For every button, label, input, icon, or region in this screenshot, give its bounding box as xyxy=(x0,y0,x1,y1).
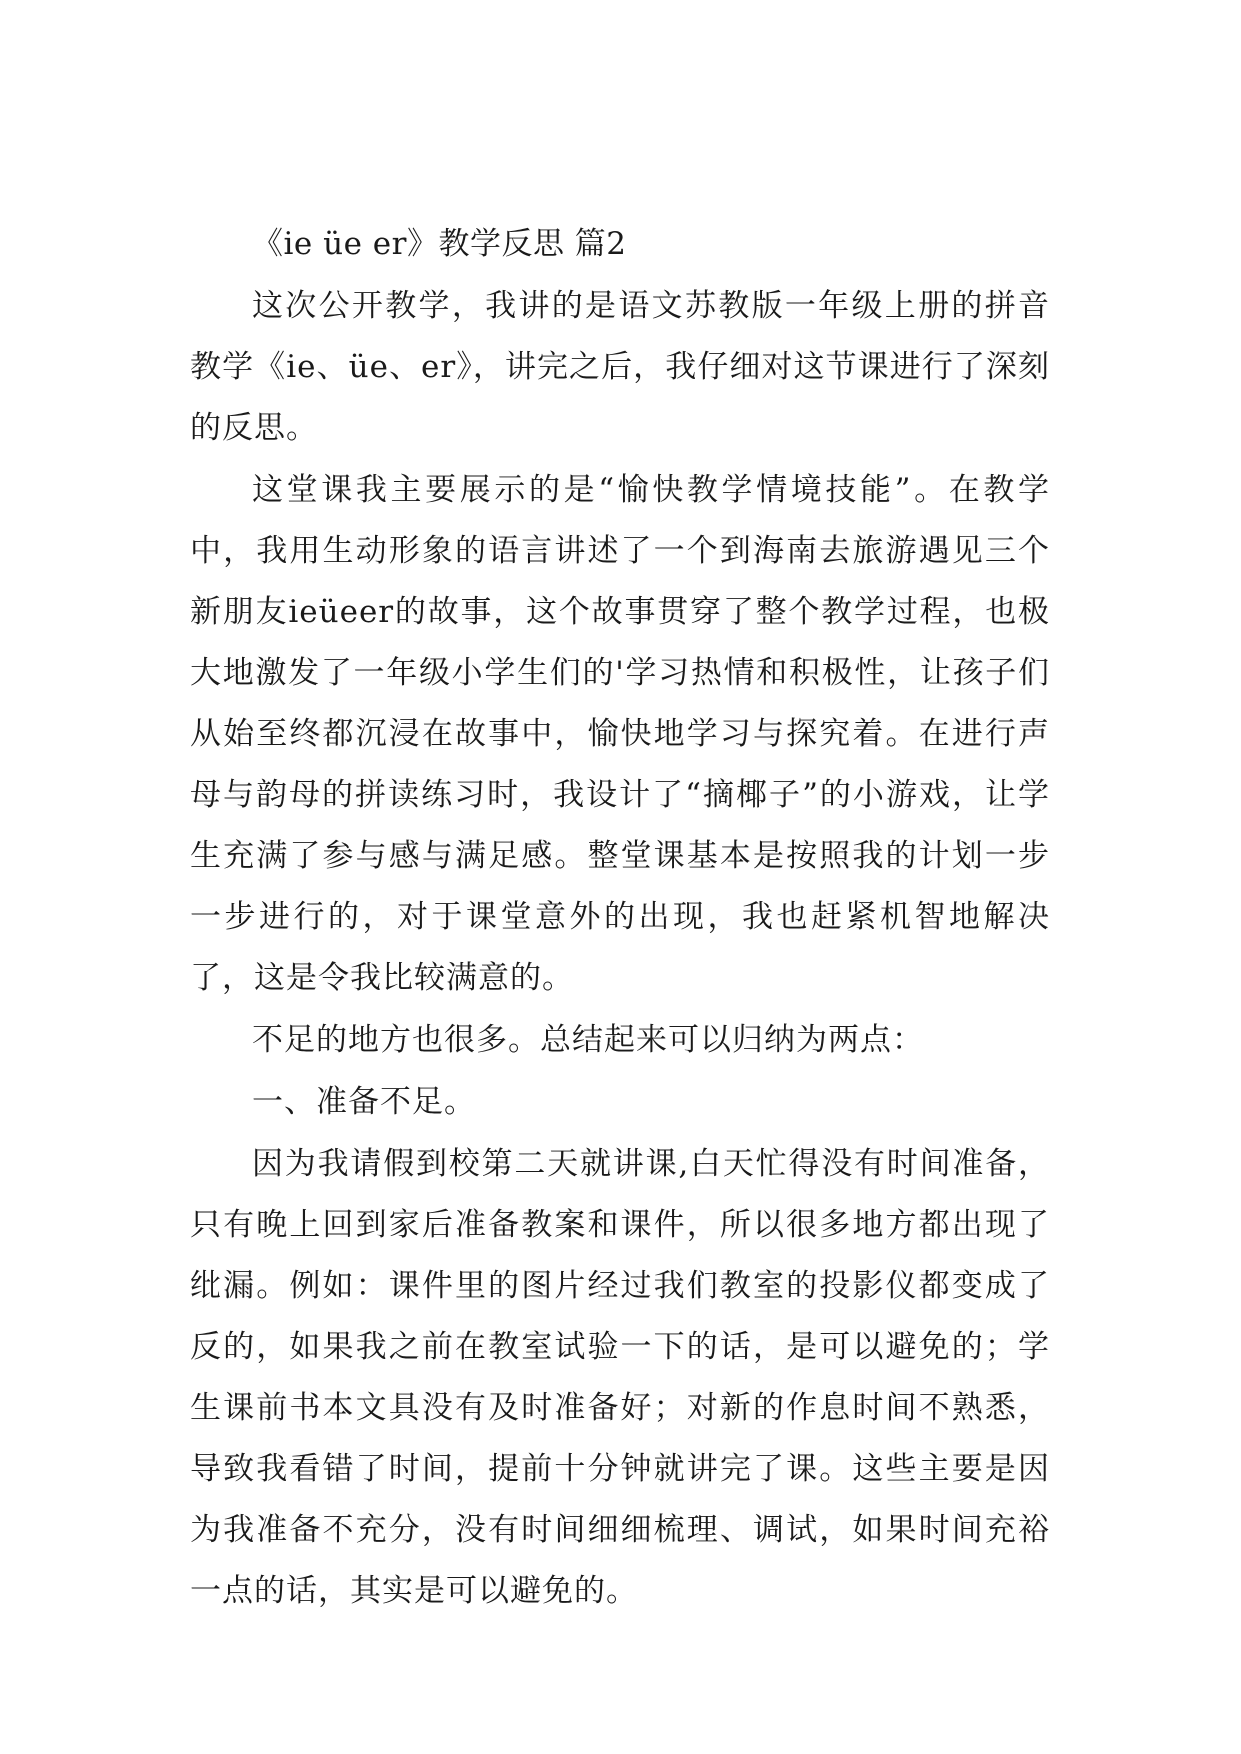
paragraph-strengths: 这堂课我主要展示的是“愉快教学情境技能”。在教学中，我用生动形象的语言讲述了一个到海南去旅游遇见三个新朋友ieüeer的故事，这个故事贯穿了整个教学过程，也极大地激发了一年级小学生们的'学习热情和积极性，让孩子们从始至终都沉浸在故事中，愉快地学习与探究着。在进行声母与韵母的拼读练习时，我设计了“摘椰子”的小游戏，让学生充满了参与感与满足感。整堂课基本是按照我的计划一步一步进行的，对于课堂意外的出现，我也赶紧机智地解决了，这是令我比较满意的。 xyxy=(190,472,1050,996)
paragraph-intro: 这次公开教学，我讲的是语文苏教版一年级上册的拼音教学《ie、üe、er》，讲完之后，我仔细对这节课进行了深刻的反思。 xyxy=(190,288,1050,446)
paragraph-point-one-detail: 因为我请假到校第二天就讲课,白天忙得没有时间准备，只有晚上回到家后准备教案和课件，所以很多地方都出现了纰漏。例如：课件里的图片经过我们教室的投影仪都变成了反的，如果我之前在教室试验一下的话，是可以避免的；学生课前书本文具没有及时准备好；对新的作息时间不熟悉，导致我看错了时间，提前十分钟就讲完了课。这些主要是因为我准备不充分，没有时间细细梳理、调试，如果时间充裕一点的话，其实是可以避免的。 xyxy=(190,1146,1050,1609)
paragraph-point-one-heading: 一、准备不足。 xyxy=(252,1084,476,1120)
document-title: 《ie üe er》教学反思 篇2 xyxy=(252,226,627,262)
document-body xyxy=(190,214,1050,1623)
paragraph-shortcomings-summary: 不足的地方也很多。总结起来可以归纳为两点： xyxy=(252,1022,924,1058)
